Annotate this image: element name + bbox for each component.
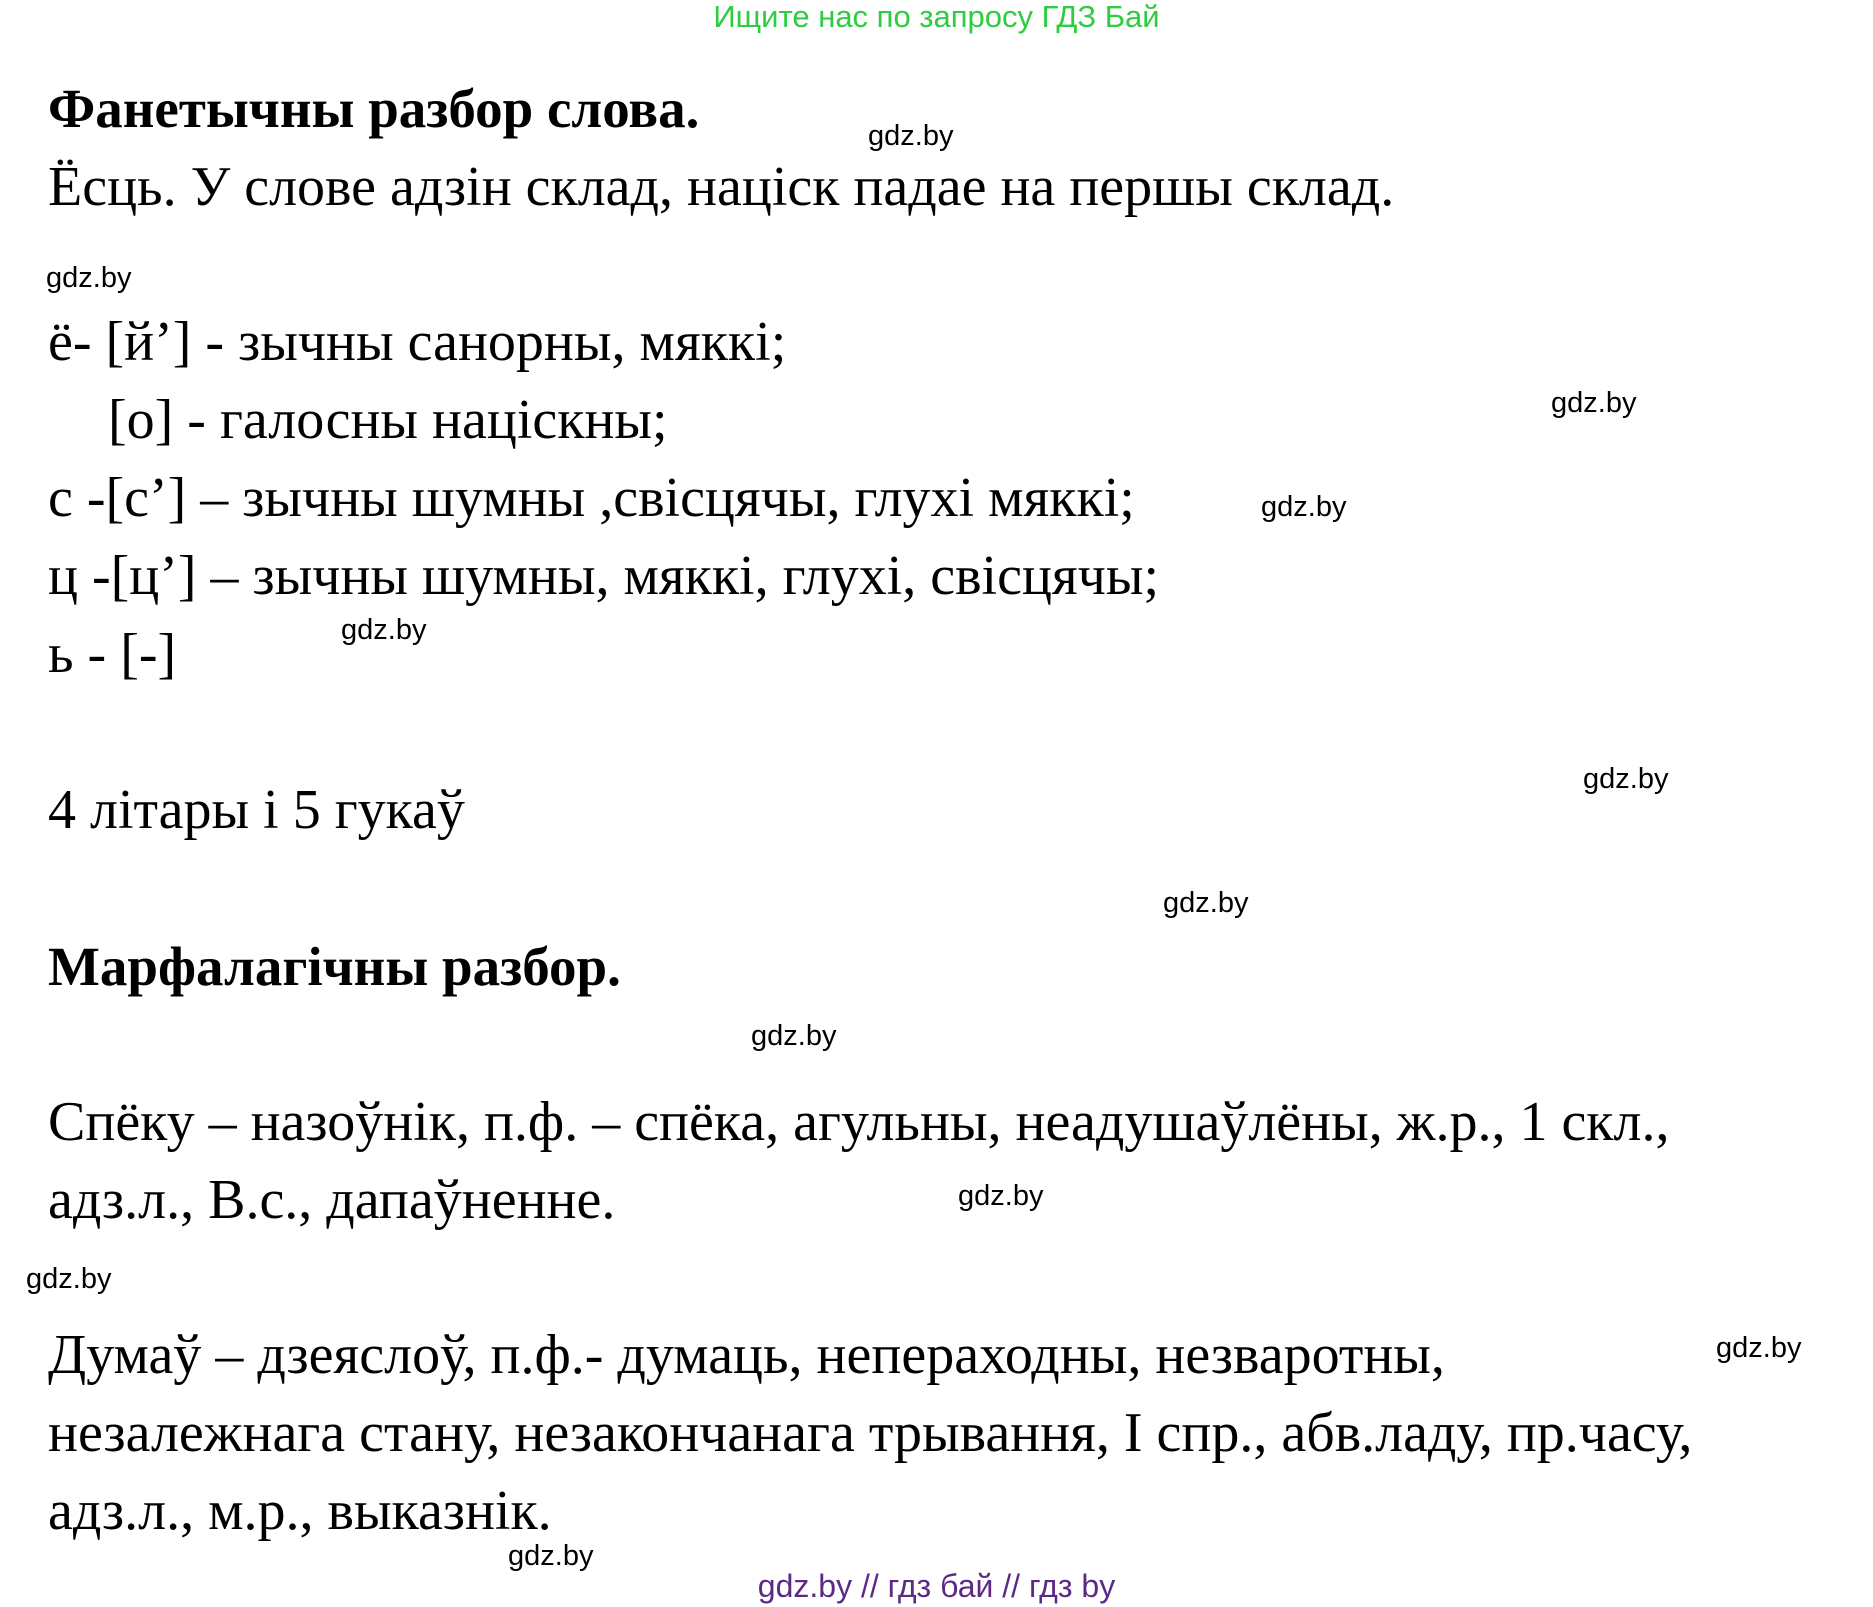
phonetic-intro: Ёсць. У слове адзін склад, націск падае на першы склад. xyxy=(48,156,1395,218)
morph-entry-2-line-1: Думаў – дзеяслоў, п.ф.- думаць, непераходны, незваротны, xyxy=(48,1324,1445,1386)
watermark: gdz.by xyxy=(1716,1332,1802,1364)
watermark: gdz.by xyxy=(1261,491,1347,523)
watermark: gdz.by xyxy=(341,614,427,646)
morph-entry-1-line-2: адз.л., В.с., дапаўненне. xyxy=(48,1169,616,1231)
morph-entry-2-line-2: незалежнага стану, незакончанага трывання, I спр., абв.ладу, пр.часу, xyxy=(48,1402,1693,1464)
phonetic-line-o: [о] - галосны націскны; xyxy=(108,389,668,451)
top-banner: Ищите нас по запросу ГДЗ Бай xyxy=(713,0,1160,34)
morph-entry-2-line-3: адз.л., м.р., выказнік. xyxy=(48,1480,552,1542)
footer-banner: gdz.by // гдз бай // гдз by xyxy=(757,1568,1116,1604)
phonetic-summary: 4 літары і 5 гукаў xyxy=(48,779,465,841)
watermark: gdz.by xyxy=(751,1020,837,1052)
watermark: gdz.by xyxy=(868,120,954,152)
watermark: gdz.by xyxy=(1583,763,1669,795)
watermark: gdz.by xyxy=(46,262,132,294)
watermark: gdz.by xyxy=(1551,387,1637,419)
phonetic-line-s: с -[с’] – зычны шумны ,свісцячы, глухі мяккі; xyxy=(48,467,1135,529)
phonetic-line-ts: ц -[ц’] – зычны шумны, мяккі, глухі, свісцячы; xyxy=(48,545,1160,607)
watermark: gdz.by xyxy=(1163,887,1249,919)
morph-heading: Марфалагічны разбор. xyxy=(48,936,621,997)
watermark: gdz.by xyxy=(958,1180,1044,1212)
phonetic-line-yo: ё- [й’] - зычны санорны, мяккі; xyxy=(48,311,787,373)
morph-entry-1-line-1: Спёку – назоўнік, п.ф. – спёка, агульны, неадушаўлёны, ж.р., 1 скл., xyxy=(48,1091,1670,1153)
watermark: gdz.by xyxy=(508,1540,594,1572)
watermark: gdz.by xyxy=(26,1263,112,1295)
phonetic-line-soft-sign: ь - [-] xyxy=(48,623,177,685)
phonetic-heading: Фанетычны разбор слова. xyxy=(48,78,700,139)
